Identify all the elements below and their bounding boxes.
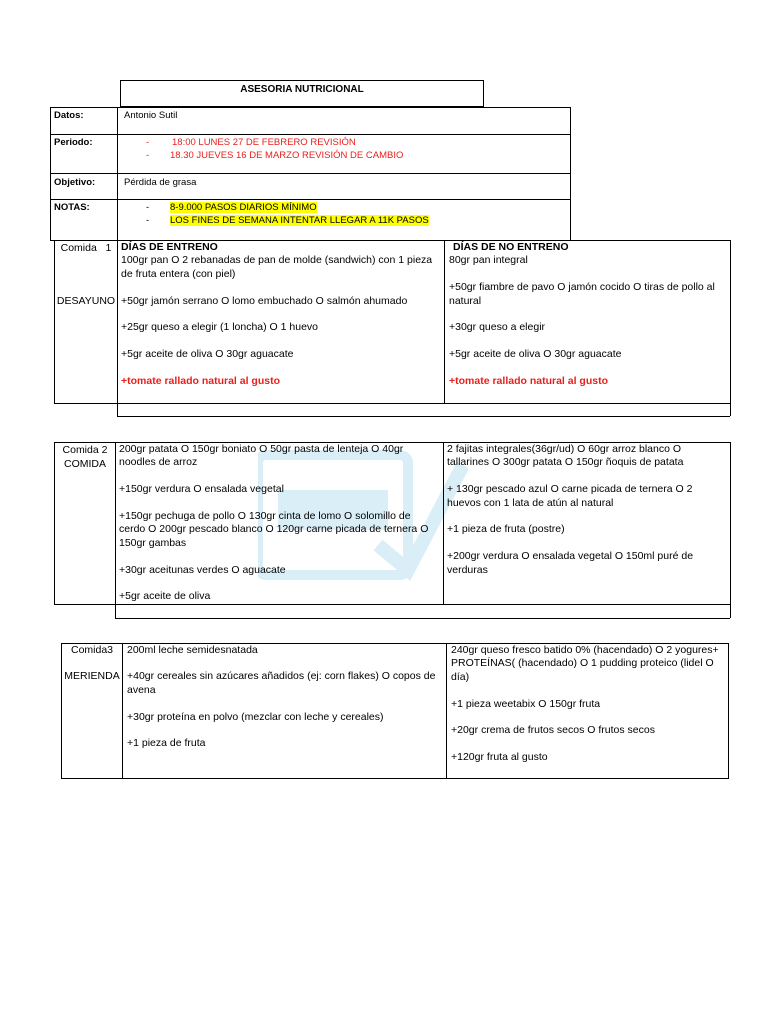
food-item: +1 pieza weetabix O 150gr fruta <box>451 697 601 710</box>
food-item: +tomate rallado natural al gusto <box>449 375 608 387</box>
meal3-rest-cell <box>451 644 727 765</box>
food-item: 80gr pan integral <box>449 254 528 267</box>
rule <box>117 416 730 417</box>
periodo-list <box>146 136 403 162</box>
objetivo-value: Pérdida de grasa <box>124 177 197 188</box>
rule <box>54 240 55 403</box>
food-item: +5gr aceite de oliva O 30gr aguacate <box>121 348 294 361</box>
meal2-name: COMIDA <box>64 458 106 471</box>
food-item: 240gr queso fresco batido 0% (hacendado) O 2 yogures+ PROTEÍNAS( (hacendado) O 1 pudding proteico (lidel O día) <box>451 644 719 683</box>
rule <box>50 199 571 200</box>
rule <box>54 604 730 605</box>
notas-item: - LOS FINES DE SEMANA INTENTAR LLEGAR A 11K PASOS <box>146 215 429 226</box>
food-item: 2 fajitas integrales(36gr/ud) O 60gr arroz blanco O tallarines O 300gr patata O 150gr ñoquis de patata <box>447 443 684 469</box>
food-item: +30gr aceitunas verdes O aguacate <box>119 563 286 576</box>
periodo-item: - 18:00 LUNES 27 DE FEBRERO REVISIÓN <box>146 137 356 148</box>
rule <box>115 442 116 618</box>
food-item: 100gr pan O 2 rebanadas de pan de molde (sandwich) con 1 pieza de fruta entera (con piel) <box>121 254 433 280</box>
notas-list <box>146 201 429 227</box>
food-item: +120gr fruta al gusto <box>451 751 548 764</box>
notas-label: NOTAS: <box>54 202 90 213</box>
meal3-label <box>62 644 122 684</box>
meal3-name: MERIENDA <box>64 670 120 683</box>
rule <box>117 240 118 416</box>
food-item: +150gr pechuga de pollo O 130gr cinta de lomo O solomillo de cerdo O 200gr pescado blanco O 120gr carne picada de ternera O 150gr gambas <box>119 510 429 549</box>
food-item: 200gr patata O 150gr boniato O 50gr pasta de lenteja O 40gr noodles de arroz <box>119 443 404 469</box>
meal3-number: Comida3 <box>70 644 114 656</box>
periodo-item: - 18.30 JUEVES 16 DE MARZO REVISIÓN DE CAMBIO <box>146 150 404 161</box>
rule <box>50 107 51 240</box>
meal2-training-cell <box>119 443 437 604</box>
food-item: +150gr verdura O ensalada vegetal <box>119 483 284 496</box>
notas-item: - 8-9.000 PASOS DIARIOS MÍNIMO <box>146 202 317 213</box>
food-item: +20gr crema de frutos secos O frutos secos <box>451 724 655 737</box>
meal1-number: Comida 1 <box>60 242 112 254</box>
rule <box>54 403 730 404</box>
rest-header: DÍAS DE NO ENTRENO <box>453 241 569 253</box>
rule <box>730 240 731 416</box>
rule <box>730 442 731 618</box>
food-item: +40gr cereales sin azúcares añadidos (ej: corn flakes) O copos de avena <box>127 670 436 696</box>
food-item: +30gr queso a elegir <box>449 321 546 334</box>
food-item: +30gr proteína en polvo (mezclar con leche y cereales) <box>127 710 384 723</box>
rule <box>115 618 730 619</box>
meal2-label <box>55 444 115 472</box>
rule <box>50 173 571 174</box>
rule <box>443 442 444 604</box>
food-item: +1 pieza de fruta (postre) <box>447 523 565 536</box>
rule <box>50 107 571 108</box>
rule <box>117 107 118 240</box>
datos-value: Antonio Sutil <box>124 110 178 121</box>
food-item: +50gr fiambre de pavo O jamón cocido O tiras de pollo al natural <box>449 281 715 307</box>
food-item: + 130gr pescado azul O carne picada de ternera O 2 huevos con 1 lata de atún al natural <box>447 483 693 509</box>
meal1-training-cell <box>121 241 441 388</box>
objetivo-label: Objetivo: <box>54 177 96 188</box>
food-item: 200ml leche semidesnatada <box>127 644 258 656</box>
rule <box>446 643 447 778</box>
rule <box>444 240 445 403</box>
training-header: DÍAS DE ENTRENO <box>121 241 218 253</box>
meal1-rest-cell <box>449 241 727 388</box>
food-item: +1 pieza de fruta <box>127 737 206 750</box>
food-item: +5gr aceite de oliva <box>119 590 211 603</box>
datos-label: Datos: <box>54 110 84 121</box>
rule <box>728 643 729 778</box>
food-item: +50gr jamón serrano O lomo embuchado O salmón ahumado <box>121 294 408 307</box>
title-box <box>120 80 484 107</box>
rule <box>61 778 729 779</box>
food-item: +5gr aceite de oliva O 30gr aguacate <box>449 348 622 361</box>
rule <box>570 107 571 240</box>
meal1-label <box>56 242 116 309</box>
food-item: +tomate rallado natural al gusto <box>121 375 280 387</box>
page-title: ASESORIA NUTRICIONAL <box>240 84 364 95</box>
meal2-number: Comida 2 <box>62 444 108 456</box>
periodo-label: Periodo: <box>54 137 93 148</box>
meal3-training-cell <box>127 644 443 751</box>
meal2-rest-cell <box>447 443 725 577</box>
food-item: +200gr verdura O ensalada vegetal O 150ml puré de verduras <box>447 550 694 576</box>
rule <box>50 134 571 135</box>
meal1-name: DESAYUNO <box>56 295 116 308</box>
food-item: +25gr queso a elegir (1 loncha) O 1 huevo <box>121 321 319 334</box>
rule <box>122 643 123 778</box>
